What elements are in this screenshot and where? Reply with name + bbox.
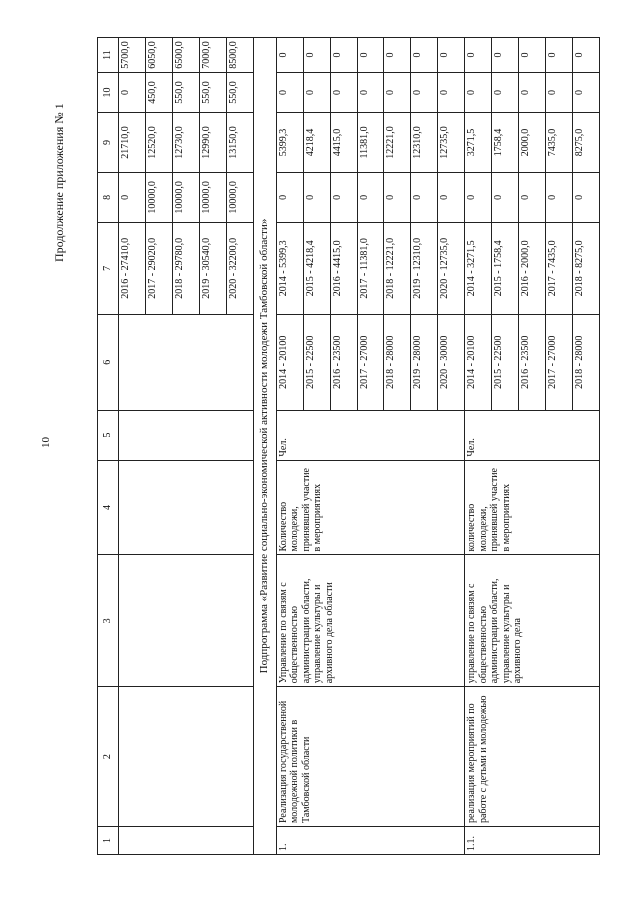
table-cell: 0 [384, 38, 411, 73]
header-cell: 8 [98, 172, 119, 222]
table-cell: 0 [357, 38, 384, 73]
table-cell: 550,0 [226, 73, 253, 113]
table-cell: 2018 - 29780,0 [172, 222, 199, 314]
header-cell: 5 [98, 410, 119, 460]
table-cell: 550,0 [172, 73, 199, 113]
header-cell: 11 [98, 38, 119, 73]
indicator: Количество молодежи, принявшей участие в мероприятиях [276, 460, 465, 555]
table-cell: 6050,0 [145, 38, 172, 73]
table-cell: 0 [546, 172, 573, 222]
empty-cell [119, 410, 254, 460]
table-cell: 7435,0 [546, 113, 573, 173]
table-row [119, 38, 146, 855]
unit: Чел. [465, 410, 600, 460]
empty-cell [119, 827, 254, 855]
table-cell: 2017 - 29020,0 [145, 222, 172, 314]
appendix-title: Продолжение приложения № 1 [52, 103, 66, 262]
table-cell: 2017 - 7435,0 [546, 222, 573, 314]
table-row [465, 38, 492, 855]
table-cell: 0 [465, 38, 492, 73]
empty-cell [119, 687, 254, 827]
table-cell: 12520,0 [145, 113, 172, 173]
table-cell: 2020 - 12735,0 [438, 222, 465, 314]
table-cell: 0 [303, 73, 330, 113]
table-cell: 2019 - 30540,0 [199, 222, 226, 314]
header-cell: 9 [98, 113, 119, 173]
table-cell: 0 [330, 73, 357, 113]
table-cell: 0 [411, 38, 438, 73]
table-cell: 0 [519, 73, 546, 113]
table-cell: 2015 - 22500 [492, 314, 519, 410]
table-cell: 0 [119, 73, 146, 113]
table-cell: 2000,0 [519, 113, 546, 173]
table-cell: 550,0 [199, 73, 226, 113]
table-cell: 0 [492, 38, 519, 73]
table-cell: 12221,0 [384, 113, 411, 173]
table-cell: 2020 - 32200,0 [226, 222, 253, 314]
table-cell: 0 [438, 38, 465, 73]
table-cell: 0 [276, 73, 303, 113]
table-cell: 0 [330, 172, 357, 222]
table-cell: 13150,0 [226, 113, 253, 173]
table-cell: 0 [438, 172, 465, 222]
table-cell: 1758,4 [492, 113, 519, 173]
table-cell: 0 [384, 73, 411, 113]
table-cell: 10000,0 [145, 172, 172, 222]
table-cell: 2017 - 11381,0 [357, 222, 384, 314]
table-cell: 0 [519, 172, 546, 222]
table-cell: 0 [438, 73, 465, 113]
table-cell: 12990,0 [199, 113, 226, 173]
header-row [98, 38, 119, 855]
table-cell: 0 [492, 172, 519, 222]
header-cell: 7 [98, 222, 119, 314]
executor: Управление по связям с общественностью администрации области, управление культуры и архивного дела области [276, 555, 465, 687]
table-cell: 0 [330, 38, 357, 73]
table-cell: 0 [357, 172, 384, 222]
table-body [98, 38, 600, 855]
table-cell: 0 [546, 38, 573, 73]
table-cell: 0 [573, 73, 600, 113]
header-cell: 6 [98, 314, 119, 410]
table-row [276, 38, 303, 855]
program-table [97, 37, 600, 855]
table-cell: 2018 - 12221,0 [384, 222, 411, 314]
table-cell: 3271,5 [465, 113, 492, 173]
table-cell: 2016 - 4415,0 [330, 222, 357, 314]
table-cell: 0 [276, 38, 303, 73]
table-cell: 10000,0 [199, 172, 226, 222]
table-cell: 2014 - 20100 [276, 314, 303, 410]
table-cell: 2014 - 5399,3 [276, 222, 303, 314]
table-cell: 2014 - 20100 [465, 314, 492, 410]
table-cell: 0 [519, 38, 546, 73]
table-cell: 12730,0 [172, 113, 199, 173]
table-cell: 7000,0 [199, 38, 226, 73]
table-cell: 2018 - 28000 [384, 314, 411, 410]
subprogram-row [253, 38, 276, 855]
unit: Чел. [276, 410, 465, 460]
table-cell: 12735,0 [438, 113, 465, 173]
table-cell: 5700,0 [119, 38, 146, 73]
table-cell: 0 [303, 172, 330, 222]
empty-cell [119, 314, 254, 410]
table-cell: 21710,0 [119, 113, 146, 173]
rotated-table-wrapper [97, 37, 600, 855]
header-cell: 2 [98, 687, 119, 827]
table-cell: 0 [303, 38, 330, 73]
table-cell: 4218,4 [303, 113, 330, 173]
table-cell: 2019 - 12310,0 [411, 222, 438, 314]
table-cell: 5399,3 [276, 113, 303, 173]
table-cell: 0 [276, 172, 303, 222]
table-cell: 10000,0 [226, 172, 253, 222]
table-cell: 10000,0 [172, 172, 199, 222]
header-cell: 4 [98, 460, 119, 555]
measure-name: Реализация государственной молодежной политики в Тамбовской области [276, 687, 465, 827]
table-cell: 12310,0 [411, 113, 438, 173]
table-cell: 2016 - 23500 [330, 314, 357, 410]
table-cell: 2014 - 3271,5 [465, 222, 492, 314]
table-cell: 0 [465, 73, 492, 113]
executor: управление по связям с общественностью администрации области, управление культуры и архивного дела [465, 555, 600, 687]
subprogram-title: Подпрограмма «Развитие социально-экономической активности молодежи Тамбовской области» [253, 38, 276, 855]
table-cell: 0 [411, 73, 438, 113]
indicator: количество молодежи, принявшей участие в мероприятиях [465, 460, 600, 555]
table-cell: 2016 - 27410,0 [119, 222, 146, 314]
table-cell: 4415,0 [330, 113, 357, 173]
table-cell: 0 [384, 172, 411, 222]
header-cell: 10 [98, 73, 119, 113]
table-cell: 2018 - 28000 [573, 314, 600, 410]
table-cell: 11381,0 [357, 113, 384, 173]
empty-cell [119, 555, 254, 687]
table-cell: 0 [573, 38, 600, 73]
table-cell: 2016 - 2000,0 [519, 222, 546, 314]
table-cell: 0 [546, 73, 573, 113]
table-cell: 0 [357, 73, 384, 113]
table-cell: 450,0 [145, 73, 172, 113]
table-cell: 0 [573, 172, 600, 222]
table-cell: 8275,0 [573, 113, 600, 173]
table-cell: 0 [411, 172, 438, 222]
table-cell: 2016 - 23500 [519, 314, 546, 410]
table-cell: 2015 - 1758,4 [492, 222, 519, 314]
header-cell: 3 [98, 555, 119, 687]
table-cell: 8500,0 [226, 38, 253, 73]
table-cell: 0 [465, 172, 492, 222]
table-cell: 0 [492, 73, 519, 113]
table-cell: 2018 - 8275,0 [573, 222, 600, 314]
row-number: 1.1. [465, 827, 600, 855]
table-cell: 2017 - 27000 [357, 314, 384, 410]
header-cell: 1 [98, 827, 119, 855]
empty-cell [119, 460, 254, 555]
page-number: 10 [40, 437, 52, 448]
table-cell: 6500,0 [172, 38, 199, 73]
table-cell: 2020 - 30000 [438, 314, 465, 410]
table-cell: 2017 - 27000 [546, 314, 573, 410]
table-cell: 0 [119, 172, 146, 222]
table-cell: 2015 - 4218,4 [303, 222, 330, 314]
measure-name: реализация мероприятий по работе с детьми и молодежью [465, 687, 600, 827]
row-number: 1. [276, 827, 465, 855]
table-cell: 2015 - 22500 [303, 314, 330, 410]
table-cell: 2019 - 28000 [411, 314, 438, 410]
